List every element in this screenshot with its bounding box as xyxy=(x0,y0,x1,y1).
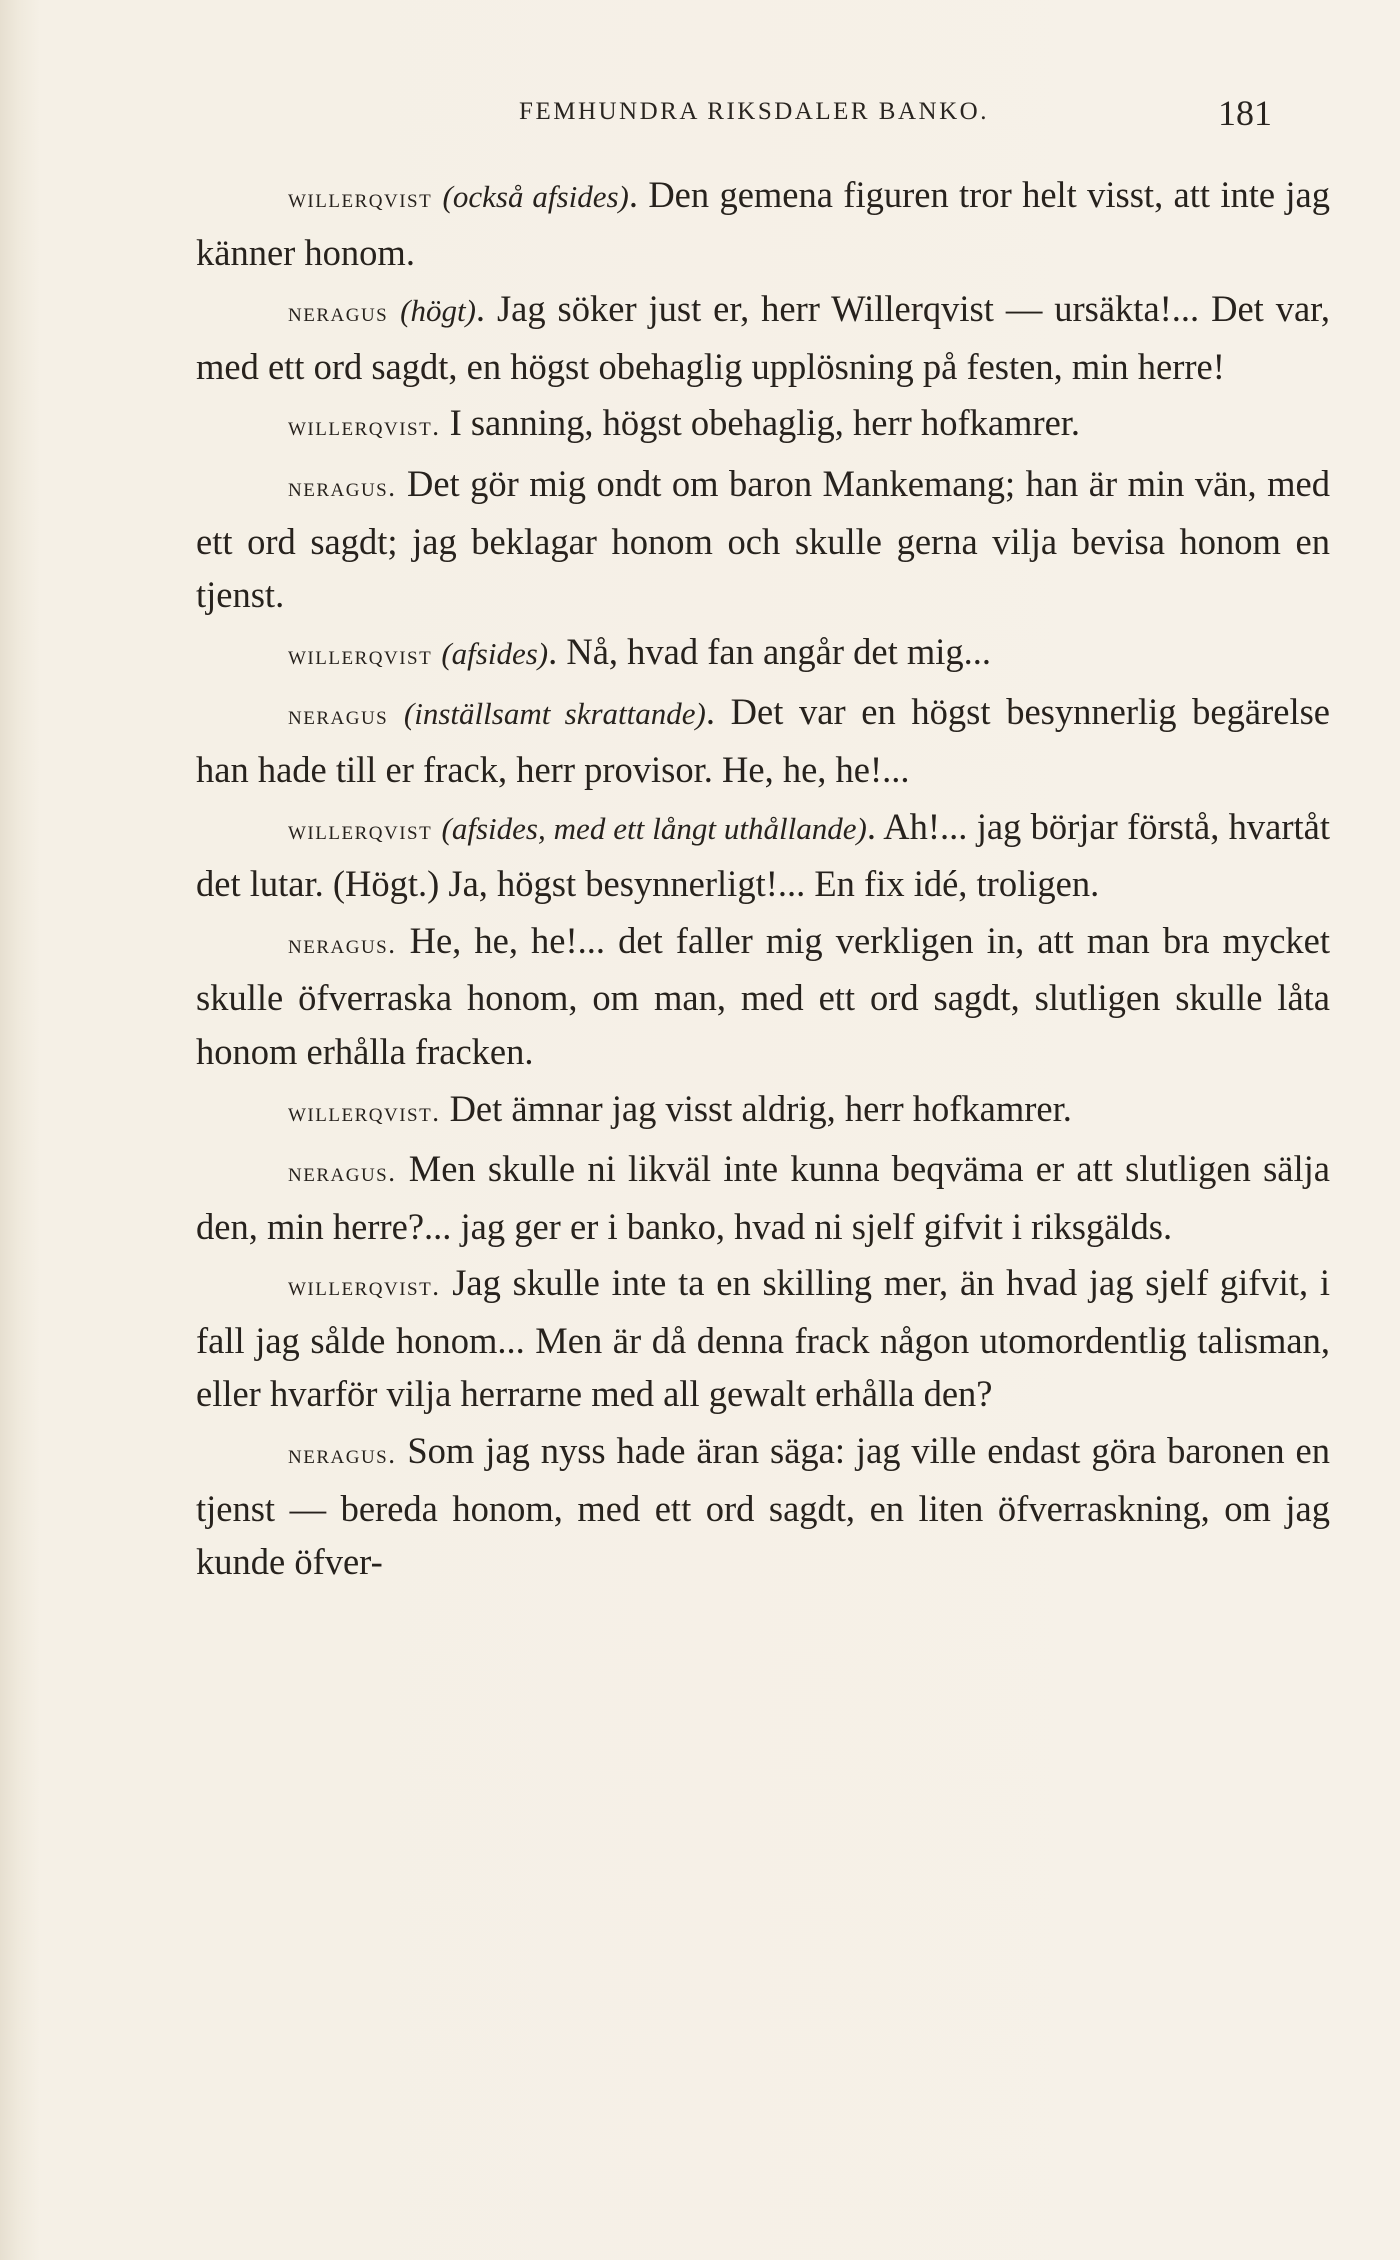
speaker-name: willerqvist xyxy=(288,814,433,845)
speaker-name: willerqvist. xyxy=(288,1271,441,1302)
speech-text: Det var en högst besynnerlig begärelse han hade till er frack, herr provisor. He, he, he!... xyxy=(196,691,1330,790)
speaker-name: willerqvist xyxy=(288,183,433,213)
speech-text: Nå, hvad fan angår det mig... xyxy=(557,630,992,672)
speaker-name: willerqvist. xyxy=(288,1096,441,1127)
page-header xyxy=(196,92,1272,140)
dialogue-paragraph xyxy=(196,1082,1330,1140)
dialogue-paragraph xyxy=(196,1142,1330,1253)
dialogue-paragraph xyxy=(196,1424,1330,1589)
speech-text: He, he, he!... det faller mig verkligen in, att man bra mycket skulle öfverraska honom, om man, med ett ord sagdt, slutligen skulle låta honom erhålla fracken. xyxy=(196,919,1330,1072)
speaker-name: neragus. xyxy=(288,1439,397,1470)
stage-direction: (inställsamt skrattande) xyxy=(403,696,706,732)
speech-text: Den gemena figuren tror helt visst, att inte jag känner honom. xyxy=(196,174,1331,273)
speech-text: Men skulle ni likväl inte kunna beqväma er att slutligen sälja den, min herre?... jag ger er i banko, hvad ni sjelf gifvit i riksgälds. xyxy=(196,1148,1330,1247)
speaker-name: willerqvist xyxy=(288,639,433,670)
dialogue-paragraph xyxy=(196,457,1330,622)
dialogue-paragraph xyxy=(196,914,1330,1079)
running-title: FEMHUNDRA RIKSDALER BANKO. xyxy=(519,98,989,125)
stage-direction: (också afsides) xyxy=(442,179,629,214)
speech-text: Det ämnar jag visst aldrig, herr hofkamrer. xyxy=(440,1087,1072,1129)
speaker-name: neragus. xyxy=(288,1157,397,1188)
speaker-name: willerqvist. xyxy=(288,411,441,442)
speaker-name: neragus xyxy=(288,700,389,731)
dialogue-paragraph xyxy=(196,800,1330,911)
speech-text: Som jag nyss hade äran säga: jag ville endast göra baronen en tjenst — bereda honom, med ett ord sagdt, en liten öfverraskning, om jag kunde öfver- xyxy=(196,1430,1330,1583)
speaker-name: neragus xyxy=(288,297,389,328)
stage-direction: (högt) xyxy=(400,293,476,329)
speech-text: Jag söker just er, herr Willerqvist — ursäkta!... Det var, med ett ord sagdt, en högst obehaglig upplösning på festen, min herre! xyxy=(196,288,1330,387)
dialogue-paragraph xyxy=(196,1256,1330,1421)
page-number: 181 xyxy=(1218,93,1272,133)
speech-text: I sanning, högst obehaglig, herr hofkamrer. xyxy=(440,402,1081,444)
speaker-name: neragus. xyxy=(288,928,397,959)
punctuation: . xyxy=(705,691,715,733)
punctuation: . xyxy=(628,174,638,215)
dialogue-paragraph xyxy=(196,625,1330,683)
speech-text: Det gör mig ondt om baron Mankemang; han är min vän, med ett ord sagdt; jag beklagar honom och skulle gerna vilja bevisa honom en tjenst. xyxy=(196,462,1330,616)
punctuation: . xyxy=(475,288,486,330)
dialogue-paragraph xyxy=(196,282,1330,393)
dialogue-paragraph xyxy=(196,168,1330,279)
dialogue-paragraph xyxy=(196,396,1330,454)
dialogue-paragraph xyxy=(196,685,1330,796)
punctuation: . xyxy=(548,630,558,672)
dialogue-text xyxy=(196,168,1330,1592)
stage-direction: (afsides) xyxy=(441,635,549,671)
speech-text: Ah!... jag börjar förstå, hvartåt det lutar. (Högt.) Ja, högst besynnerligt!... En fix idé, troligen. xyxy=(196,805,1331,905)
speech-text: Jag skulle inte ta en skilling mer, än hvad jag sjelf gifvit, i fall jag sålde honom... Men är då denna frack någon utomordentlig talisman, eller hvarför vilja herrarne med all gewalt erhålla den? xyxy=(196,1262,1330,1415)
punctuation: . xyxy=(866,805,876,847)
stage-direction: (afsides, med ett långt uthållande) xyxy=(441,810,867,846)
speaker-name: neragus. xyxy=(288,471,397,502)
